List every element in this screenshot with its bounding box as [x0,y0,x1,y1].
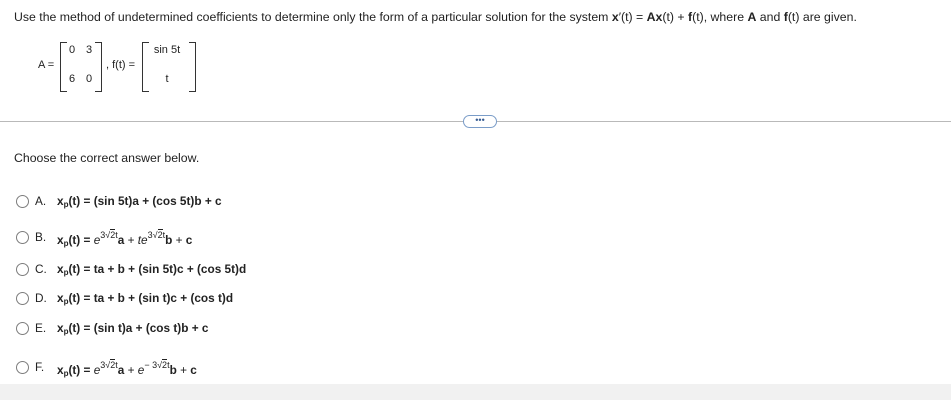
matrix-a-right-bracket [95,42,102,92]
matrix-a-r1c1: 0 [69,44,76,56]
radio-button[interactable] [16,263,29,276]
prompt-f-bold: f [783,10,788,24]
vector-f-r1: sin 5t [153,44,181,56]
prompt-prime: ′(t) = [618,10,647,24]
prompt-ax: Ax [646,10,663,24]
instruction-text: Choose the correct answer below. [14,151,200,165]
option-expression: $x_p(t) = e^{3√2t}a + e^{- 3√2t}b + c$ [57,360,197,378]
matrix-a-r1c2: 3 [86,44,93,56]
matrix-a-r2c1: 6 [69,73,76,85]
vector-f-right-bracket [189,42,196,92]
prompt-after: (t), where [692,10,748,24]
prompt-mid: (t) + [662,10,688,24]
matrix-a-r2c2: 0 [86,73,93,85]
f-label: , f(t) = [106,59,136,71]
option-expression: $x_p(t)$ = ta + b + (sin t)c + (cos t)d [57,291,234,306]
prompt-x: x [611,10,619,24]
prompt-a-bold: A [747,10,757,24]
radio-button[interactable] [16,292,29,305]
option-letter: F. [35,360,45,374]
question-prompt [14,10,857,24]
radio-button[interactable] [16,231,29,244]
option-expression: $x_p(t) = (\sin$ 5t)a + (cos 5t)b + c [57,194,222,209]
vector-f-r2: t [165,73,169,85]
option-letter: A. [35,194,47,208]
option-letter: B. [35,230,47,244]
prompt-end: (t) are given. [787,10,857,24]
option-letter: C. [35,262,47,276]
matrix-a-left-bracket [60,42,67,92]
option-letter: E. [35,321,47,335]
option-expression: $x_p(t) = e^{3√2t}a + te^{3√2t}b + c$ [57,230,193,248]
option-expression: $x_p(t)$ = ta + b + (sin 5t)c + (cos 5t)d [57,262,247,277]
vector-f-left-bracket [142,42,149,92]
radio-button[interactable] [16,195,29,208]
more-options-button[interactable]: ••• [463,115,497,128]
radio-button[interactable] [16,361,29,374]
prompt-text: Use the method of undetermined coefficients to determine only the form of a particular solution for the system [14,10,612,24]
prompt-f: f [688,10,693,24]
matrix-a-label: A = [38,59,55,71]
option-expression: $x_p(t) = (\sin$ t)a + (cos t)b + c [57,321,209,336]
footer-bar [0,384,951,400]
radio-button[interactable] [16,322,29,335]
prompt-and: and [756,10,784,24]
option-letter: D. [35,291,47,305]
